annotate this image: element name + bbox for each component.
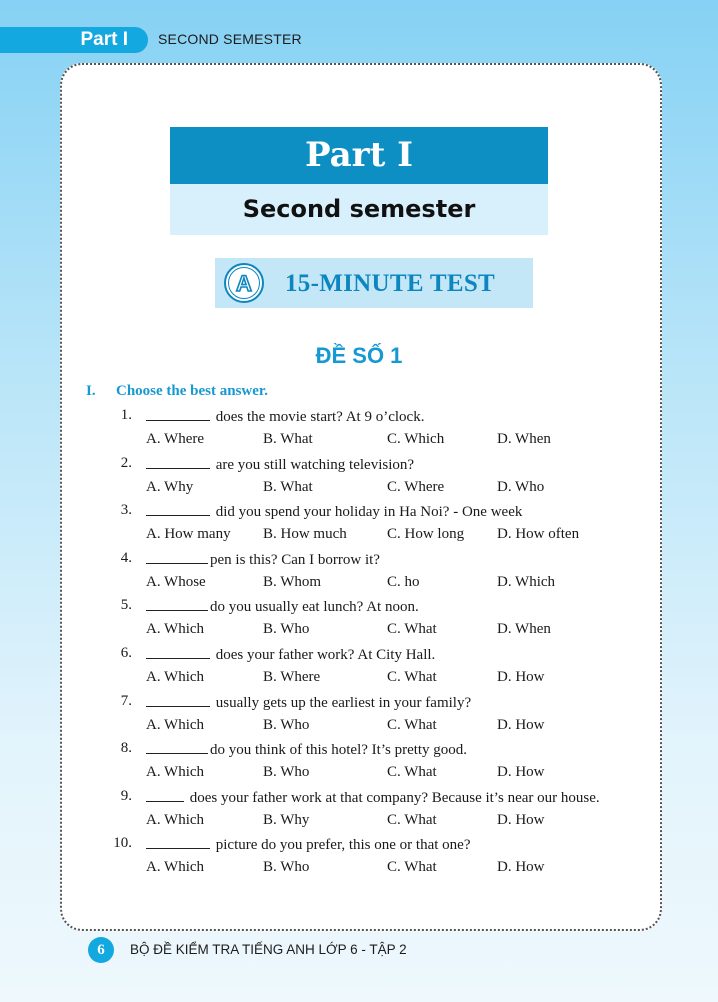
answer-option: A. Which xyxy=(146,811,205,828)
answer-blank xyxy=(146,645,210,659)
answer-option: A. Which xyxy=(146,669,205,685)
question-text: do you usually eat lunch? At noon. xyxy=(210,599,419,616)
answer-option: C. What xyxy=(387,716,437,733)
answer-blank xyxy=(146,550,208,564)
answer-option: A. Why xyxy=(146,478,194,495)
question-stem xyxy=(146,740,467,759)
question-stem xyxy=(146,788,600,807)
letter-a-badge-icon xyxy=(223,262,265,304)
question-number: 1. xyxy=(120,407,132,423)
header-part-tab: Part I xyxy=(0,27,148,53)
answer-option: C. Which xyxy=(387,431,445,447)
answer-option: C. What xyxy=(387,764,437,781)
answer-blank xyxy=(146,693,210,707)
answer-option: C. Where xyxy=(387,478,445,495)
question-text: are you still watching television? xyxy=(212,456,415,473)
answer-option: A. Which xyxy=(146,859,205,876)
answer-option: C. ho xyxy=(387,573,420,590)
question-text: does your father work? At City Hall. xyxy=(212,647,436,663)
question-number: 5. xyxy=(120,597,132,614)
answer-blank xyxy=(146,740,208,754)
question-number: 4. xyxy=(120,549,132,566)
answer-option: C. What xyxy=(387,669,437,685)
answer-option: B. Whom xyxy=(263,573,322,590)
answer-option: A. Which xyxy=(146,716,205,733)
answer-option: B. Who xyxy=(263,764,310,781)
question-stem xyxy=(146,597,419,616)
question-stem xyxy=(146,645,435,664)
answer-option: D. Which xyxy=(497,573,556,590)
answer-option: B. Who xyxy=(263,621,310,638)
answer-option: D. Who xyxy=(497,478,545,495)
question-text: does your father work at that company? Because it’s near our house. xyxy=(186,789,600,806)
answer-option: A. Where xyxy=(146,431,205,447)
answer-option: A. Which xyxy=(146,621,205,638)
page-number: 6 xyxy=(88,937,114,963)
question-text: does the movie start? At 9 o’clock. xyxy=(212,409,425,425)
answer-option: B. What xyxy=(263,431,313,447)
answer-option: D. How often xyxy=(497,526,580,543)
test-banner xyxy=(215,258,533,308)
answer-option: A. Which xyxy=(146,764,205,781)
answer-option: B. Who xyxy=(263,859,310,876)
question-stem xyxy=(146,835,470,854)
answer-option: D. When xyxy=(497,431,551,447)
question-stem xyxy=(146,455,414,474)
test-title: 15-MINUTE TEST xyxy=(285,270,496,297)
answer-option: C. What xyxy=(387,859,437,876)
question-text: pen is this? Can I borrow it? xyxy=(210,551,380,568)
header-section-label: SECOND SEMESTER xyxy=(158,31,302,47)
section-title: Choose the best answer. xyxy=(116,383,268,399)
question-number: 10. xyxy=(113,835,132,852)
answer-option: D. How xyxy=(497,764,545,781)
book-title: BỘ ĐỀ KIỂM TRA TIẾNG ANH LỚP 6 - TẬP 2 xyxy=(130,942,407,957)
question-number: 6. xyxy=(120,645,132,661)
question-stem xyxy=(146,407,424,426)
answer-option: D. How xyxy=(497,811,545,828)
question-number: 7. xyxy=(120,692,132,709)
answer-option: B. Why xyxy=(263,811,310,828)
answer-option: C. What xyxy=(387,621,437,638)
answer-option: B. What xyxy=(263,478,313,495)
answer-option: B. How much xyxy=(263,526,347,543)
answer-option: B. Where xyxy=(263,669,321,685)
question-number: 8. xyxy=(120,740,132,757)
question-number: 9. xyxy=(120,787,132,804)
question-stem xyxy=(146,693,471,712)
answer-blank xyxy=(146,597,208,611)
question-stem xyxy=(146,502,522,521)
question-text: picture do you prefer, this one or that one? xyxy=(212,837,471,854)
answer-blank xyxy=(146,407,210,421)
answer-option: A. How many xyxy=(146,526,231,543)
question-text: usually gets up the earliest in your family? xyxy=(212,694,472,711)
part-title-banner: Part I xyxy=(170,127,548,184)
question-text: did you spend your holiday in Ha Noi? - One week xyxy=(212,504,523,521)
answer-option: C. What xyxy=(387,811,437,828)
answer-blank xyxy=(146,788,184,802)
question-number: 3. xyxy=(120,502,132,519)
answer-option: D. How xyxy=(497,716,545,733)
question-text: do you think of this hotel? It’s pretty good. xyxy=(210,742,468,759)
answer-blank xyxy=(146,502,210,516)
answer-option: B. Who xyxy=(263,716,310,733)
exam-title: ĐỀ SỐ 1 xyxy=(315,343,403,368)
question-stem xyxy=(146,550,380,569)
answer-option: C. How long xyxy=(387,526,465,543)
answer-option: D. How xyxy=(497,859,545,876)
answer-option: A. Whose xyxy=(146,573,206,590)
section-number: I. xyxy=(86,383,96,399)
semester-title-banner: Second semester xyxy=(170,184,548,235)
question-number: 2. xyxy=(120,454,132,471)
badge-letter: A xyxy=(236,271,252,296)
answer-option: D. How xyxy=(497,669,545,685)
answer-option: D. When xyxy=(497,621,551,638)
answer-blank xyxy=(146,455,210,469)
answer-blank xyxy=(146,835,210,849)
